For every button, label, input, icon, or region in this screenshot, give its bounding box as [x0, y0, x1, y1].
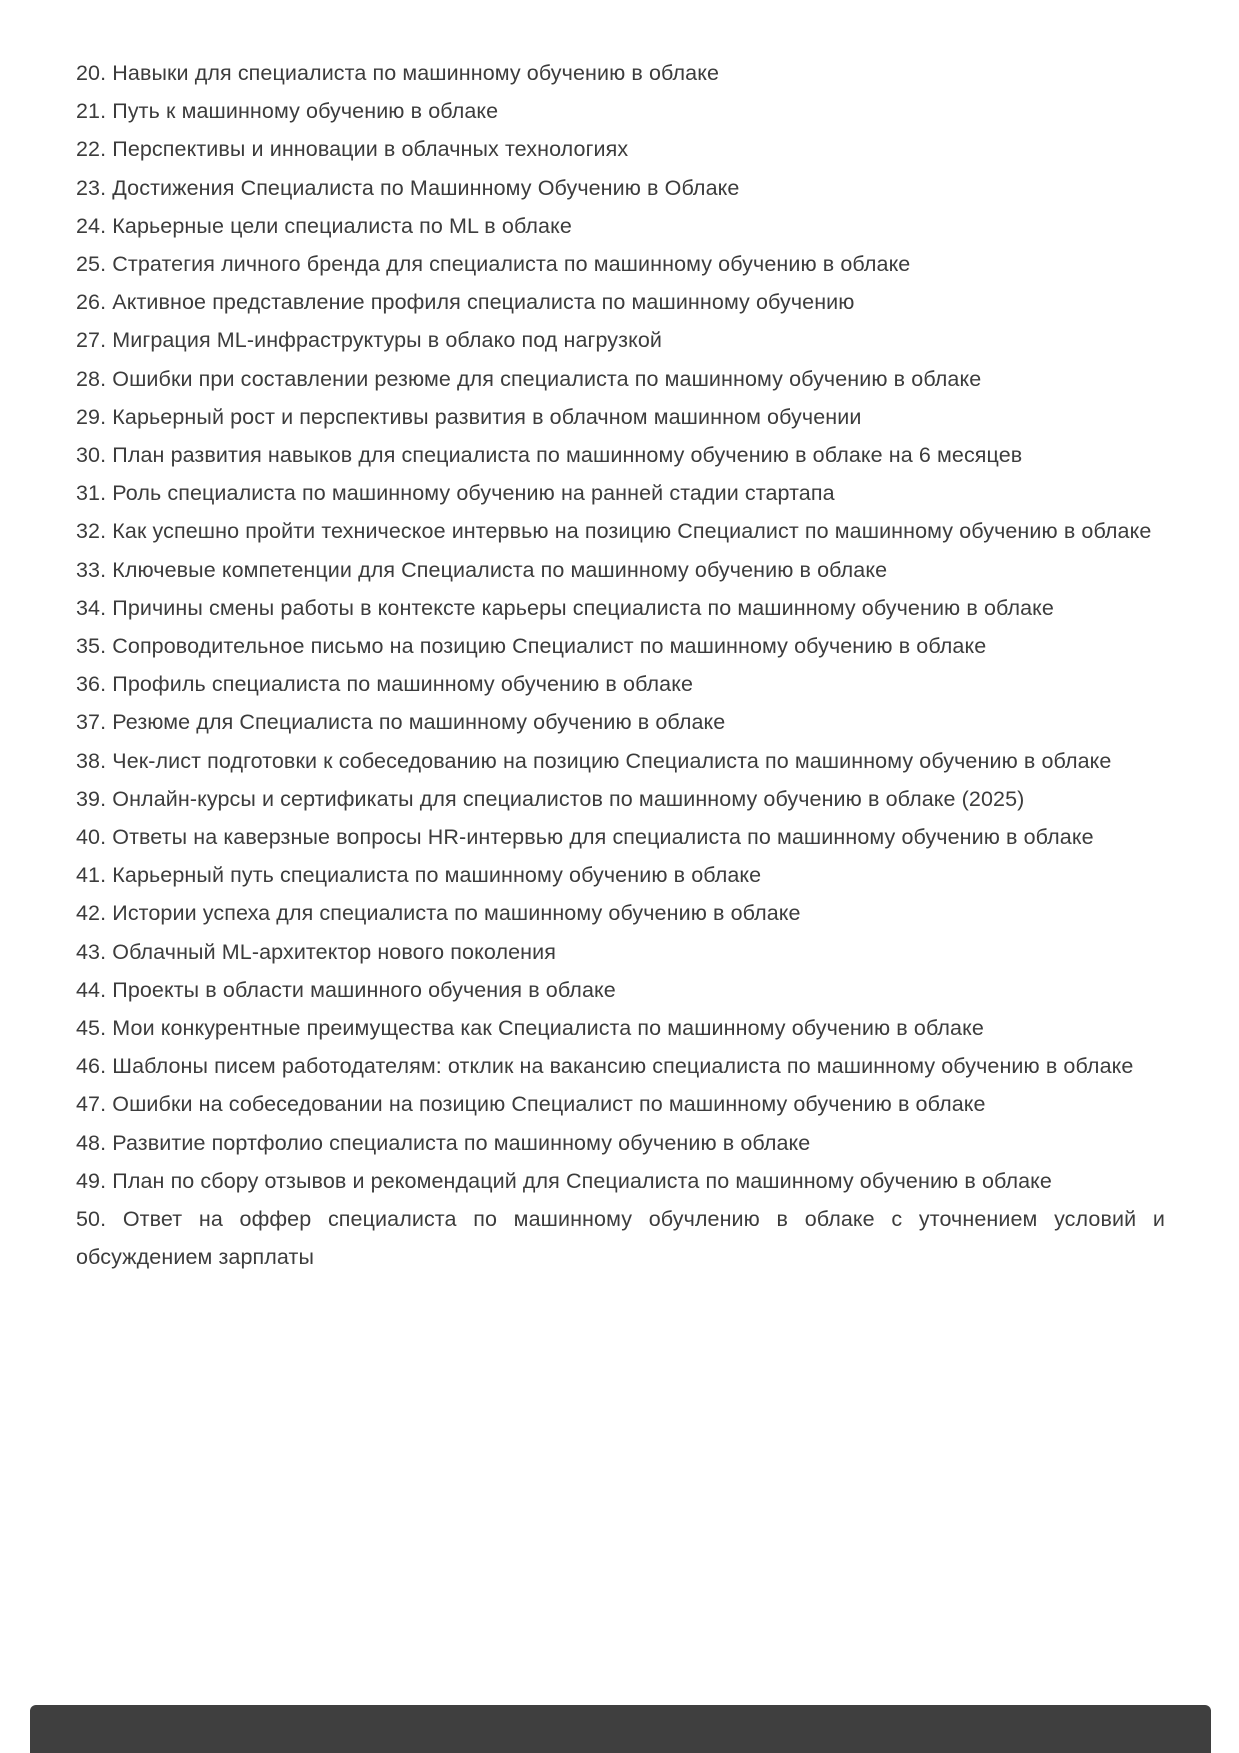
list-item: 21. Путь к машинному обучению в облаке — [76, 99, 499, 124]
list-item: 31. Роль специалиста по машинному обучению на ранней стадии стартапа — [76, 481, 835, 506]
list-item: 33. Ключевые компетенции для Специалиста по машинному обучению в облаке — [76, 557, 888, 582]
list-item: 36. Профиль специалиста по машинному обучению в облаке — [76, 672, 694, 697]
list-item: 45. Мои конкурентные преимущества как Специалиста по машинному обучению в облаке — [76, 1016, 984, 1041]
list-item: 41. Карьерный путь специалиста по машинному обучению в облаке — [76, 863, 762, 888]
list-item: 28. Ошибки при составлении резюме для специалиста по машинному обучению в облаке — [76, 366, 982, 391]
list-item: 46. Шаблоны писем работодателям: отклик на вакансию специалиста по машинному обучению в облаке — [76, 1054, 1134, 1079]
list-item: 44. Проекты в области машинного обучения в облаке — [76, 977, 616, 1002]
list-item: 43. Облачный ML-архитектор нового поколения — [76, 939, 556, 964]
list-item: 25. Стратегия личного бренда для специалиста по машинному обучению в облаке — [76, 252, 911, 277]
list-item: 26. Активное представление профиля специалиста по машинному обучению — [76, 290, 855, 315]
list-item: 47. Ошибки на собеседовании на позицию Специалист по машинному обучению в облаке — [76, 1092, 986, 1117]
list-item: 40. Ответы на каверзные вопросы HR-интервью для специалиста по машинному обучению в облаке — [76, 825, 1094, 850]
list-item: 50. Ответ на оффер специалиста по машинному обучлению в облаке с уточнением условий и обсуждением зарплаты — [76, 1207, 1165, 1270]
list-item: 32. Как успешно пройти техническое интервью на позицию Специалист по машинному обучению в облаке — [76, 519, 1152, 544]
list-item: 29. Карьерный рост и перспективы развития в облачном машинном обучении — [76, 404, 862, 429]
list-item: 48. Развитие портфолио специалиста по машинному обучению в облаке — [76, 1130, 811, 1155]
list-item: 22. Перспективы и инновации в облачных технологиях — [76, 137, 629, 162]
list-item: 49. План по сбору отзывов и рекомендаций для Специалиста по машинному обучению в облаке — [76, 1168, 1052, 1193]
numbered-list — [76, 54, 1165, 1277]
list-item: 37. Резюме для Специалиста по машинному обучению в облаке — [76, 710, 726, 735]
list-item: 24. Карьерные цели специалиста по ML в облаке — [76, 213, 572, 238]
list-item: 34. Причины смены работы в контексте карьеры специалиста по машинному обучению в облаке — [76, 595, 1054, 620]
list-item: 38. Чек-лист подготовки к собеседованию на позицию Специалиста по машинному обучению в облаке — [76, 748, 1112, 773]
list-item: 35. Сопроводительное письмо на позицию Специалист по машинному обучению в облаке — [76, 634, 987, 659]
list-item: 39. Онлайн-курсы и сертификаты для специалистов по машинному обучению в облаке (2025) — [76, 786, 1025, 811]
list-item: 42. Истории успеха для специалиста по машинному обучению в облаке — [76, 901, 801, 926]
list-item: 23. Достижения Специалиста по Машинному Обучению в Облаке — [76, 175, 740, 200]
list-item: 20. Навыки для специалиста по машинному обучению в облаке — [76, 61, 720, 85]
list-item: 27. Миграция ML-инфраструктуры в облако под нагрузкой — [76, 328, 663, 353]
list-item: 30. План развития навыков для специалиста по машинному обучению в облаке на 6 месяцев — [76, 443, 1023, 468]
bottom-bar — [30, 1705, 1211, 1753]
